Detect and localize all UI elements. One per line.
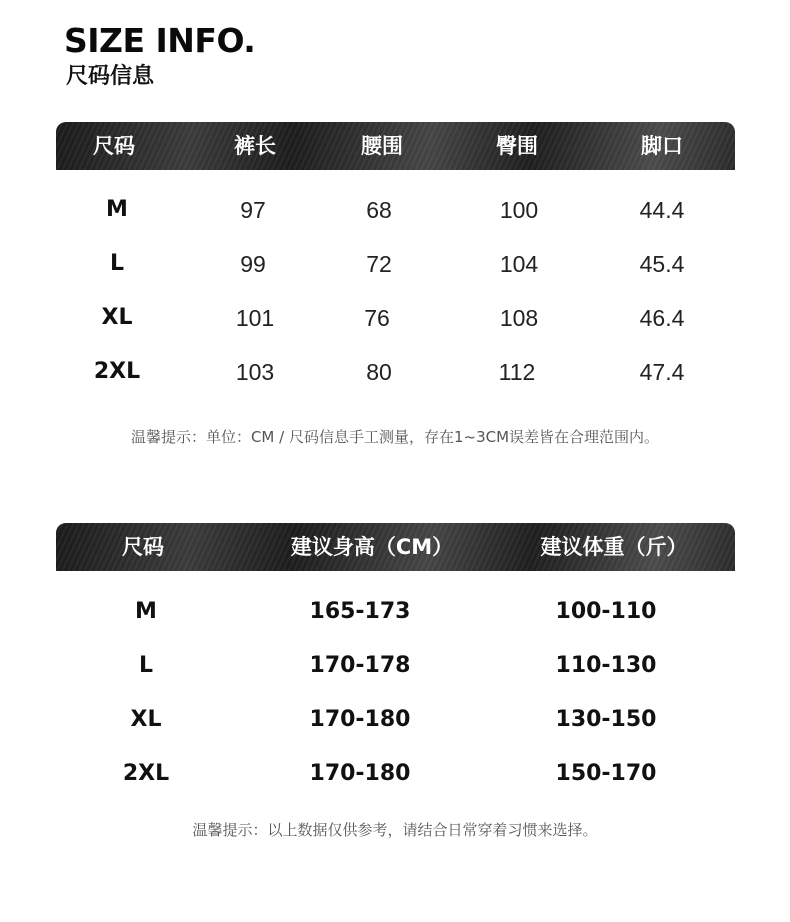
cell-hem: 47.4 [639,359,685,385]
size-info-heading: SIZE INFO. [64,21,256,60]
cell-waist: 76 [364,305,390,331]
cell-weight: 150-170 [555,761,657,786]
cell-hip: 112 [498,359,536,385]
header-weight: 建议体重（斤） [540,535,688,559]
table-row [56,639,735,693]
recommendation-table [56,523,735,801]
header-pants-length: 裤长 [234,134,276,158]
cell-hem: 46.4 [639,305,685,331]
cell-height: 170-180 [309,707,411,732]
table-row [56,585,735,639]
measurement-table-header [56,122,735,170]
cell-size: XL [130,707,162,732]
cell-pants-length: 97 [240,197,266,223]
header-waist: 腰围 [361,134,403,158]
measurement-table [56,122,735,399]
table-row [56,237,735,291]
cell-size: XL [101,305,133,330]
cell-pants-length: 101 [235,305,275,331]
cell-weight: 110-130 [555,653,657,678]
header-hem: 脚口 [641,134,683,158]
cell-waist: 68 [366,197,392,223]
table-row [56,183,735,237]
table-row [56,693,735,747]
size-info-heading-cn: 尺码信息 [66,64,155,89]
cell-hip: 100 [499,197,539,223]
cell-height: 170-180 [309,761,411,786]
header-size: 尺码 [122,535,164,559]
cell-weight: 100-110 [555,599,657,624]
cell-waist: 80 [366,359,392,385]
cell-height: 170-178 [309,653,411,678]
cell-pants-length: 103 [235,359,275,385]
recommendation-table-header [56,523,735,571]
cell-height: 165-173 [309,599,411,624]
cell-size: M [135,599,157,624]
header-height: 建议身高（CM） [290,535,454,559]
table-row [56,291,735,345]
cell-size: 2XL [93,359,141,384]
header-size: 尺码 [93,134,135,158]
measurement-note: 温馨提示：单位：CM / 尺码信息手工测量，存在1~3CM误差皆在合理范围内。 [130,428,660,446]
table-row [56,345,735,399]
header-hip: 臀围 [496,134,538,158]
table-row [56,747,735,801]
cell-hem: 44.4 [639,197,685,223]
cell-hip: 108 [499,305,539,331]
cell-size: 2XL [122,761,170,786]
recommendation-note: 温馨提示：以上数据仅供参考，请结合日常穿着习惯来选择。 [192,821,598,839]
cell-pants-length: 99 [240,251,266,277]
cell-size: M [106,197,128,222]
cell-hem: 45.4 [639,251,685,277]
cell-size: L [138,653,154,678]
cell-waist: 72 [366,251,392,277]
cell-weight: 130-150 [555,707,657,732]
cell-hip: 104 [499,251,539,277]
cell-size: L [109,251,125,276]
